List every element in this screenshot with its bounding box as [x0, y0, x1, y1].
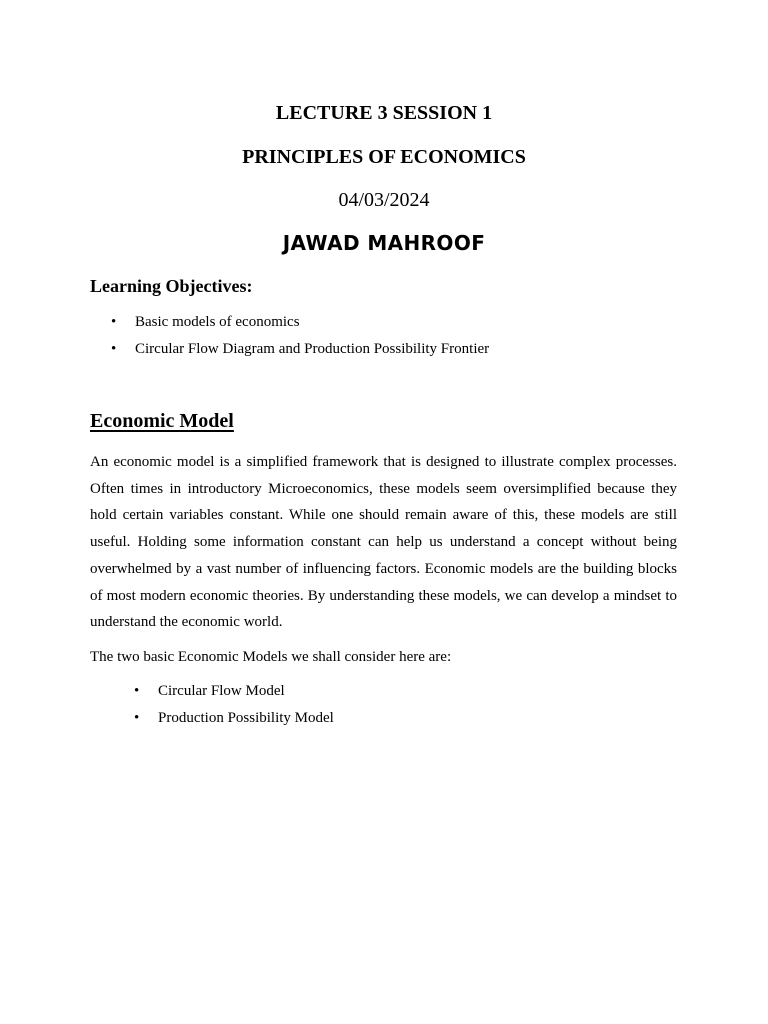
- learning-objectives-list: [90, 309, 489, 363]
- bullet-icon: •: [111, 341, 117, 357]
- economic-model-paragraph: An economic model is a simplified framework that is designed to illustrate complex processes. Often times in introductory Microeconomics, these models seem oversimplified because they hold certain variables constant. While one should remain aware of this, these models are still useful. Holding some information constant can help us understand a concept without being overwhelmed by a vast number of influencing factors. Economic models are the building blocks of most modern economic theories. By understanding these models, we can develop a mindset to understand the economic world.: [90, 454, 677, 631]
- list-item: [90, 678, 334, 705]
- list-item-text: Circular Flow Model: [158, 683, 285, 699]
- bullet-icon: •: [134, 683, 140, 699]
- list-item-text: Basic models of economics: [135, 314, 300, 330]
- lecture-date: 04/03/2024: [338, 189, 430, 211]
- bullet-icon: •: [111, 314, 117, 330]
- lecture-title: LECTURE 3 SESSION 1: [275, 102, 493, 124]
- author-name: JAWAD MAHROOF: [282, 231, 486, 255]
- section-heading-economic-model: Economic Model: [90, 410, 234, 432]
- list-item-text: Production Possibility Model: [158, 710, 334, 726]
- course-title: PRINCIPLES OF ECONOMICS: [242, 146, 526, 168]
- list-item: [90, 309, 489, 336]
- list-item-text: Circular Flow Diagram and Production Possibility Frontier: [135, 341, 490, 357]
- models-intro-text: The two basic Economic Models we shall consider here are:: [90, 649, 452, 665]
- bullet-icon: •: [134, 710, 140, 726]
- learning-objectives-heading: Learning Objectives:: [90, 276, 253, 296]
- list-item: [90, 705, 334, 732]
- list-item: [90, 336, 489, 363]
- economic-models-list: [90, 678, 334, 732]
